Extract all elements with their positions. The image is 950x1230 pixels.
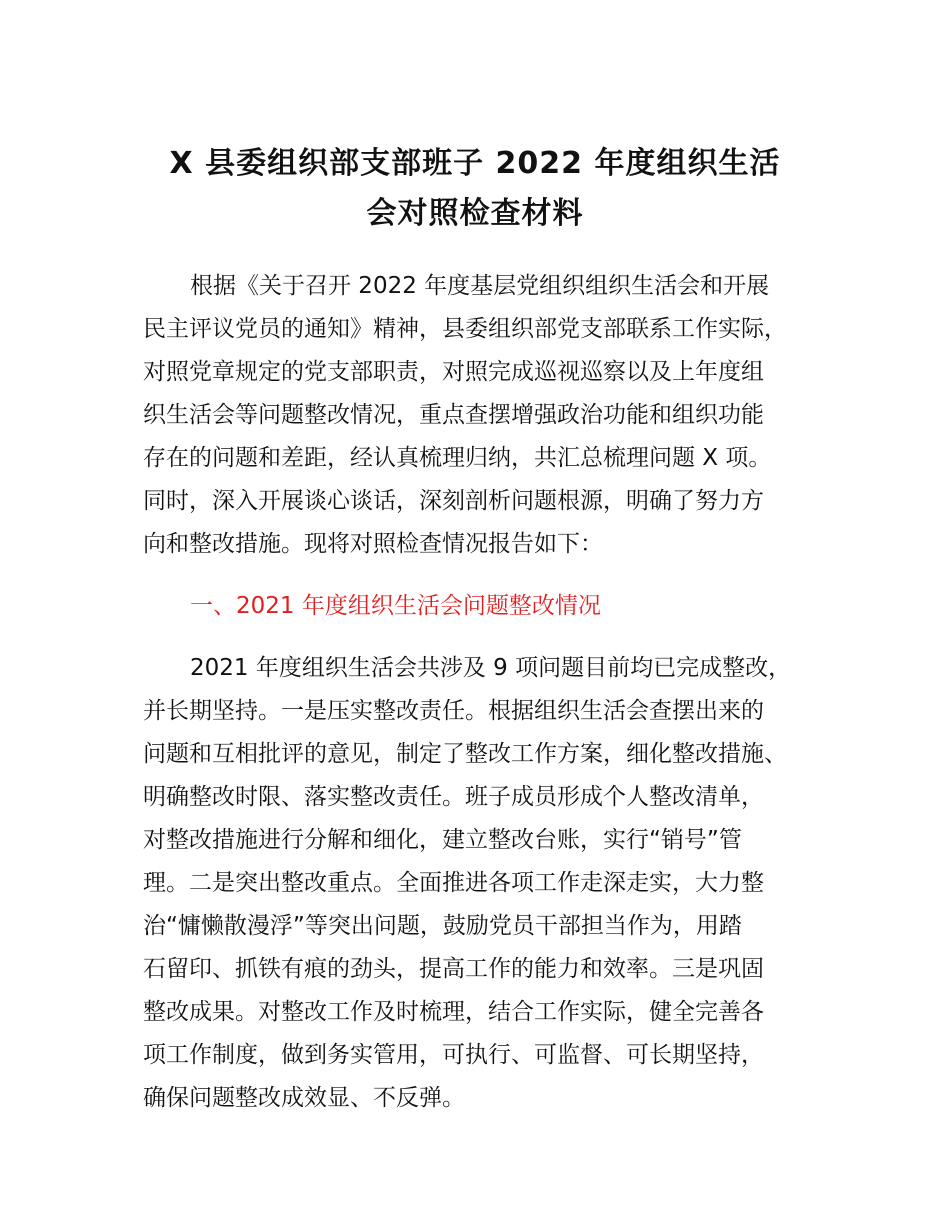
- title-part-2: 年度组织生活: [583, 146, 781, 181]
- section-line: 问题和互相批评的意见，制定了整改工作方案，细化整改措施、: [143, 741, 787, 767]
- intro-line: 织生活会等问题整改情况，重点查摆增强政治功能和组织功能: [143, 402, 764, 428]
- section-heading: 一、2021 年度组织生活会问题整改情况: [190, 593, 601, 619]
- document-title-line-2: 会对照检查材料: [366, 196, 584, 231]
- document-title-line-1: [100, 141, 850, 187]
- intro-line: 对照党章规定的党支部职责，对照完成巡视巡察以及上年度组: [143, 359, 764, 385]
- intro-line: 向和整改措施。现将对照检查情况报告如下：: [143, 531, 603, 557]
- title-year: 2022: [495, 146, 584, 181]
- section-line: 项工作制度，做到务实管用，可执行、可监督、可长期坚持，: [143, 1042, 764, 1068]
- section-line: 理。二是突出整改重点。全面推进各项工作走深走实，大力整: [143, 870, 764, 896]
- section-line: 石留印、抓铁有痕的劲头，提高工作的能力和效率。三是巩固: [143, 956, 764, 982]
- intro-line: 存在的问题和差距，经认真梳理归纳，共汇总梳理问题 X 项。: [143, 445, 772, 471]
- intro-line: 同时，深入开展谈心谈话，深刻剖析问题根源，明确了努力方: [143, 488, 764, 514]
- section-line: 对整改措施进行分解和细化，建立整改台账，实行“销号”管: [143, 827, 742, 853]
- section-line: 整改成果。对整改工作及时梳理，结合工作实际，健全完善各: [143, 999, 764, 1025]
- title-prefix: X: [169, 146, 194, 181]
- section-line: 并长期坚持。一是压实整改责任。根据组织生活会查摆出来的: [143, 698, 764, 724]
- intro-line: 根据《关于召开 2022 年度基层党组织组织生活会和开展: [190, 273, 770, 299]
- section-line: 2021 年度组织生活会共涉及 9 项问题目前均已完成整改，: [190, 655, 792, 681]
- section-line: 治“慵懒散漫浮”等突出问题，鼓励党员干部担当作为，用踏: [143, 913, 742, 939]
- section-line: 明确整改时限、落实整改责任。班子成员形成个人整改清单，: [143, 784, 764, 810]
- intro-line: 民主评议党员的通知》精神，县委组织部党支部联系工作实际，: [143, 316, 787, 342]
- section-line: 确保问题整改成效显、不反弹。: [143, 1085, 465, 1111]
- title-part-1: 县委组织部支部班子: [193, 146, 496, 181]
